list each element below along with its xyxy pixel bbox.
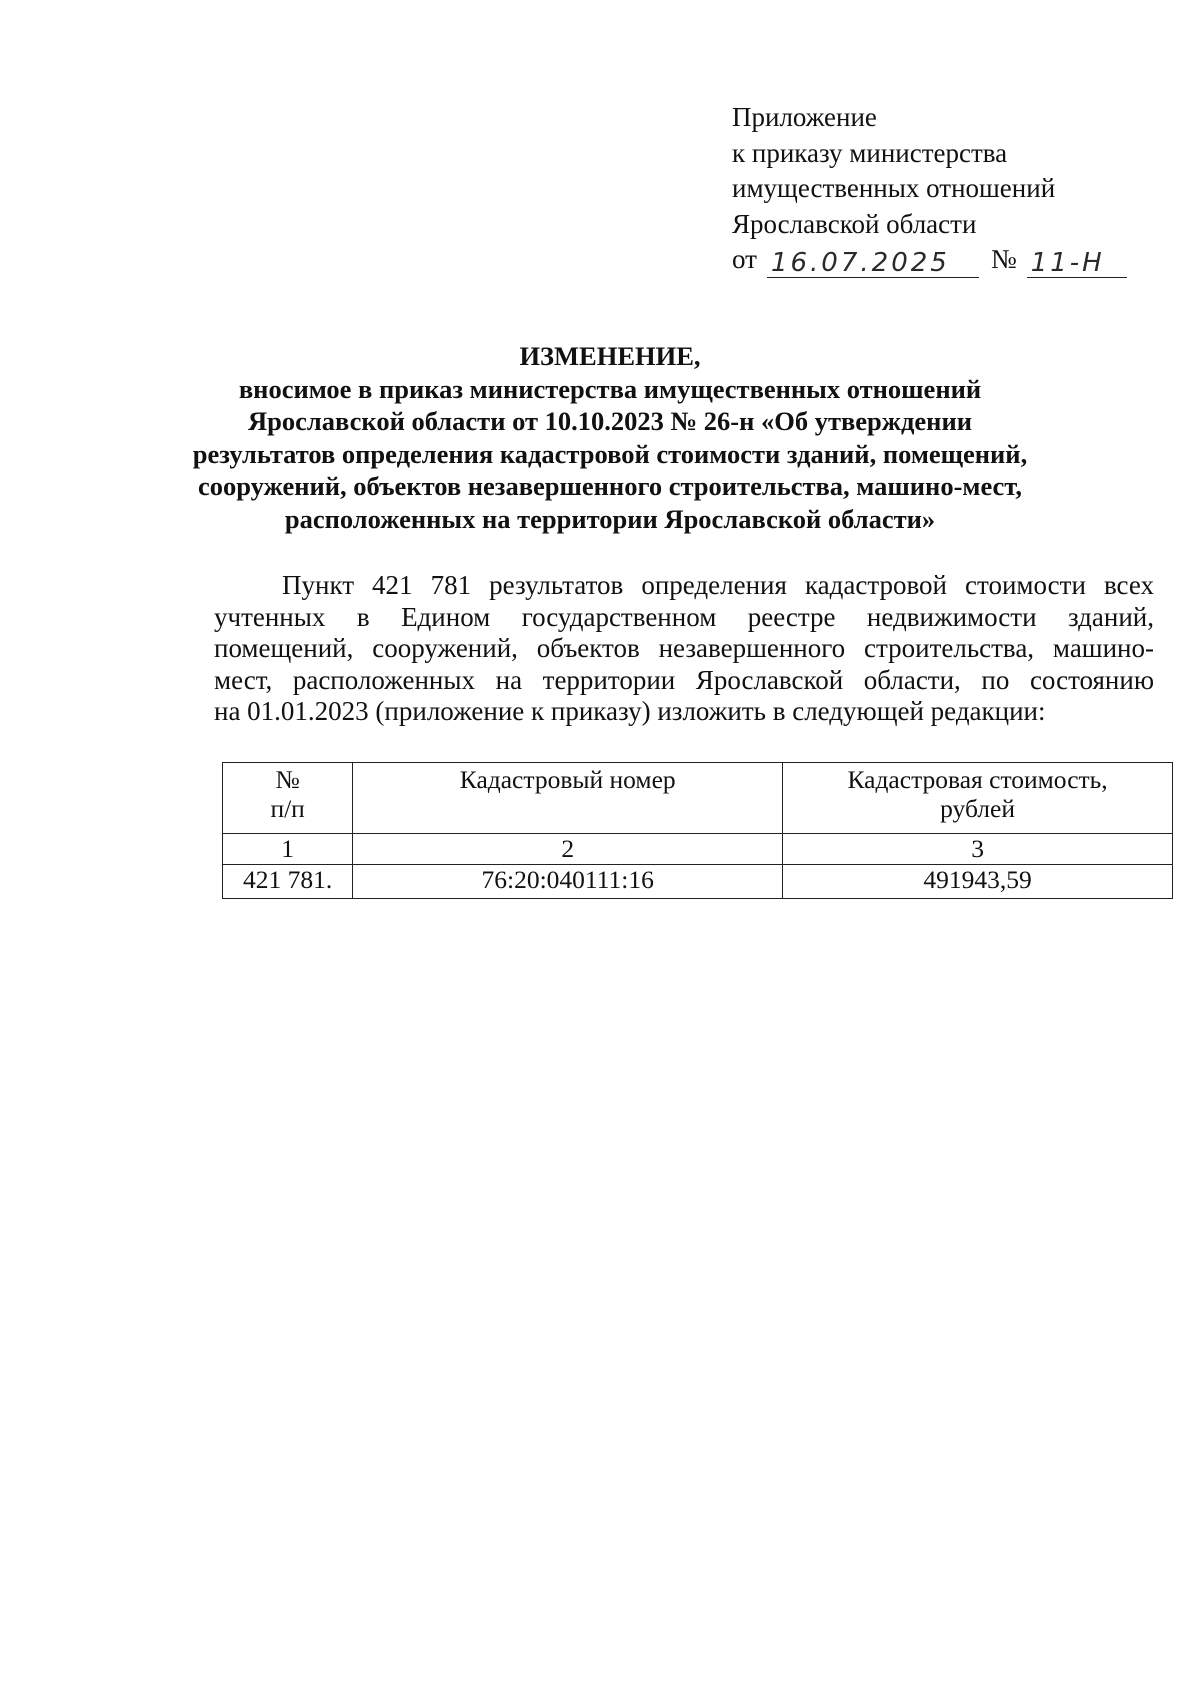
order-date-number-line xyxy=(732,242,1132,278)
appendix-line: имущественных отношений xyxy=(732,173,1056,203)
row-cadastral-value: 491943,59 xyxy=(783,865,1173,899)
handwritten-date: 16.07.2025 xyxy=(770,247,950,278)
header-index xyxy=(223,763,353,834)
row-index: 421 781. xyxy=(223,865,353,899)
header-cadastral-value xyxy=(783,763,1173,834)
number-field xyxy=(1027,249,1127,278)
cadastral-table xyxy=(222,762,1173,899)
title-line: вносимое в приказ министерства имущественных отношений xyxy=(238,373,982,404)
header-index-line2: п/п xyxy=(270,794,305,823)
appendix-line: к приказу министерства xyxy=(732,137,1008,168)
table-row xyxy=(223,865,1173,899)
title-line: Ярославской области от 10.10.2023 № 26-н «Об утверждении xyxy=(248,406,972,436)
row-cadastral-number: 76:20:040111:16 xyxy=(353,865,783,899)
table-header-row xyxy=(223,763,1173,834)
column-number: 2 xyxy=(353,834,783,865)
column-number: 3 xyxy=(783,834,1173,865)
header-value-line1: Кадастровая стоимость, xyxy=(847,765,1108,794)
header-index-line1: № xyxy=(275,765,300,794)
paragraph-line: помещений, сооружений, объектов незавершенного строительства, машино- xyxy=(214,633,1154,663)
header-cadastral-number: Кадастровый номер xyxy=(353,763,783,834)
title-line: результатов определения кадастровой стоимости зданий, помещений, xyxy=(192,438,1028,469)
appendix-line: Приложение xyxy=(732,102,877,132)
title-line: расположенных на территории Ярославской области» xyxy=(284,503,936,534)
column-number: 1 xyxy=(223,834,353,865)
handwritten-number: 11-Н xyxy=(1030,247,1105,278)
appendix-line: Ярославской области xyxy=(732,208,977,239)
date-field xyxy=(767,249,979,278)
paragraph-line: на 01.01.2023 (приложение к приказу) изложить в следующей редакции: xyxy=(214,696,1046,726)
title-heading: ИЗМЕНЕНИЕ, xyxy=(519,341,701,371)
body-paragraph xyxy=(214,570,1154,728)
title-line: сооружений, объектов незавершенного строительства, машино-мест, xyxy=(198,471,1022,501)
column-number-row xyxy=(223,834,1173,865)
appendix-block xyxy=(732,100,1132,278)
header-value-line2: рублей xyxy=(940,794,1015,823)
number-label: № xyxy=(990,244,1017,274)
paragraph-line: мест, расположенных на территории Ярославской области, по состоянию xyxy=(214,664,1154,695)
paragraph-line: Пункт 421 781 результатов определения кадастровой стоимости всех xyxy=(282,570,1154,600)
paragraph-line: учтенных в Едином государственном реестре недвижимости зданий, xyxy=(214,601,1154,632)
from-label: от xyxy=(732,244,757,274)
document-title xyxy=(180,340,1040,535)
